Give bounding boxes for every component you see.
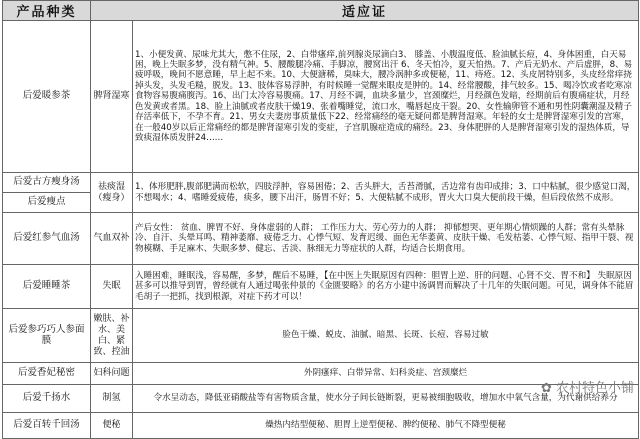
product-category: 祛痰湿（瘦身） [91,173,133,213]
product-category: 气血双补 [91,213,133,265]
product-description: 燥热内结型便秘、胆胃上逆型便秘、脾约便秘、肺气不降型便秘 [133,413,639,439]
table-row [3,309,639,363]
table-row [3,173,639,193]
table-row [3,21,639,173]
product-category: 脾肾湿寒 [91,21,133,173]
watermark: ✿ 农村特色小铺 [540,381,634,396]
header-row [3,1,639,21]
product-description: 入睡困难，睡眠浅，容易醒，多梦，醒后不易睡，【在中医上失眠原因有四种：胆胃上逆、肝的问题、心肾不交、胃不和】 失眠原因甚多可以推导到胃，曾经就有人通过喝张仲景的《金匮要略》的名方小建中汤调胃而解决了十几年的失眠问题。可见，调身体不能眉毛胡子一把抓，找到根源，对症下药才可以！ [133,265,639,309]
watermark-text: 农村特色小铺 [555,381,634,396]
product-name: 后爱瘦点 [3,193,91,213]
product-name: 后爱香妃秘密 [3,363,91,385]
product-description: 外阴瘙痒、白带异常、妇科炎症、宫颈糜烂 [133,363,639,385]
table-row [3,413,639,439]
product-category: 妇科问题 [91,363,133,385]
header-product-type: 产品种类 [3,1,91,21]
product-description: 脸色干燥、蜕皮、油腻、暗黑、长斑、长痘、容易过敏 [133,309,639,363]
product-table [2,0,639,439]
product-name: 后爱古方瘦身汤 [3,173,91,193]
product-description: 1、小便发黄、尿味尤其大，憋不住尿，2、白带瘙痒,前列腺炎尿滴白3、 膝盖、小腹温度低、脸油腻长痘，4、身体困重，白天易困，晚上失眠多梦，没有精气神。5、腰酸腿冷痛、手脚凉，腰窝出汗 6、冬天怕冷，夏天怕热。7、产后无奶水、产后虚胖，8、易疲呼吸，晚间不愿意睡，早上起不来。10、大便溏稀，臭味大，腰冷涡肿多或便秘，11、痔疮。12、头皮屑特别多，头皮经常痒挠掉头发，头发毛糙，脱发。13、肢体容易浮肿，有时候睡一觉醒来眼皮是肿的。14、经常腰酸，排气较多。15、喝冷饮或者吃寒凉食物容易腹痛腹泻。16、出门太冷容易腹痛。17、月经不调，血块多量少，宫颈糜烂，月经颜色发暗，经期前后有腹痛症状，月经色发黄或者黑。18、脸上油腻或者皮肤干燥19、张着嘴睡觉，流口水，嘴唇起皮干裂。20、女性输卵管不通和男性阴囊潮湿及精子存活率低下，不孕不育。21、男女夫妻房事质量低下22、经常痛经的毫无疑问都是脾肾湿寒。年轻的女士是脾肾湿寒引发的宫寒，在一般40岁以后正常痛经的都是脾肾湿寒引发的变症，子宫肌腺症造成的痛经。23、身体肥胖的人是脾肾湿寒引发的湿热体质，导致痰湿体质发胖24…… [133,21,639,173]
product-name: 后爱红参气血汤 [3,213,91,265]
product-name: 后爱暖参茶 [3,21,91,173]
product-name: 后爱百转千回汤 [3,413,91,439]
product-category: 便秘 [91,413,133,439]
product-category: 嫩肤、补水、美白、紧致、控油 [91,309,133,363]
product-name: 后爱参巧巧人参面膜 [3,309,91,363]
table-row [3,213,639,265]
product-description: 产后女性： 贫血、脾胃不好、身体虚弱的人群； 工作压力大、劳心劳力的人群； 抑郁想哭、更年期心情烦躁的人群；常有头晕脉冷、自汗、头晕耳鸣、精神萎靡、疲倦乏力、心悸气短、发育迟缓、面色无华萎黄、皮肤干燥、毛发枯萎、心悸气短、指甲干裂、视物模糊、手足麻木、失眠多梦、健忘、舌淡、脉细无力等症状的人群，均适合长期食用。 [133,213,639,265]
product-description: 令水呈动态，降低亚硝酸盐等有害物质含量，使水分子间长链断裂，更易被细胞吸收，增加水中氧气含量，为代谢供给养分 [133,385,639,413]
header-indication: 适应证 [91,1,639,21]
product-name: 后爱睡睡茶 [3,265,91,309]
product-name: 后爱千扬水 [3,385,91,413]
product-category: 制氢 [91,385,133,413]
product-category: 失眠 [91,265,133,309]
product-description: 1、体形肥胖,腹部肥满而松软，四肢浮肿，容易困倦；2、舌头胖大，舌苔滑腻，舌边常有齿印成排；3、口中粘腻，很少感觉口渴，不想喝水；4、嗜睡爱疲倦，痰多，腰下出汗，肠胃不好；5、大便粘腻不成形，胃火大口臭大便前段干燥，但后段依然不成形。 [133,173,639,213]
table-row [3,265,639,309]
